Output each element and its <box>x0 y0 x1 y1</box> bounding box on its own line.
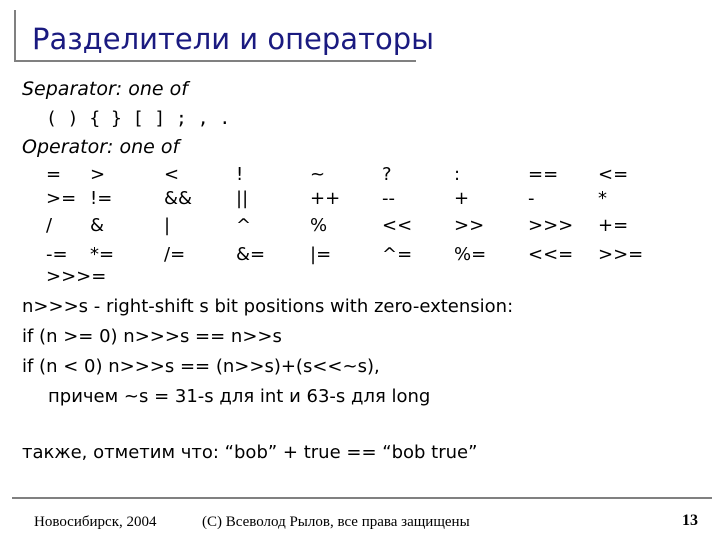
note-line: также, отметим что: “bob” + true == “bob true” <box>22 442 478 463</box>
text-line-3: if (n < 0) n>>>s == (n>>s)+(s<<~s), <box>22 356 380 377</box>
operator-heading: Operator: one of <box>22 136 180 158</box>
operator-cell: : <box>454 164 461 185</box>
operator-cell: ! <box>236 164 244 185</box>
operator-cell: += <box>598 215 629 236</box>
operator-cell: >> <box>454 215 485 236</box>
separator-heading: Separator: one of <box>22 78 188 100</box>
operator-cell: ^= <box>382 244 413 265</box>
operator-cell: | <box>164 215 171 236</box>
operator-cell: %= <box>454 244 487 265</box>
operator-cell: -- <box>382 188 395 209</box>
operator-cell: < <box>164 164 180 185</box>
footer-location: Новосибирск, 2004 <box>34 514 157 530</box>
operator-cell: <= <box>598 164 629 185</box>
operator-cell: ^ <box>236 215 252 236</box>
footer-divider <box>12 497 712 499</box>
operator-cell: ++ <box>310 188 341 209</box>
operator-cell: + <box>454 188 470 209</box>
text-line-4: причем ~s = 31-s для int и 63-s для long <box>48 386 431 407</box>
separator-list: ( ) { } [ ] ; , . <box>46 108 231 129</box>
operator-cell: / <box>46 215 53 236</box>
operator-cell: /= <box>164 244 186 265</box>
operator-cell: & <box>90 215 105 236</box>
slide-title: Разделители и операторы <box>32 22 435 56</box>
operator-cell: ~ <box>310 164 326 185</box>
text-line-1: n>>>s - right-shift s bit positions with zero-extension: <box>22 296 514 317</box>
operator-cell: >>> <box>528 215 574 236</box>
operator-cell: <<= <box>528 244 574 265</box>
operator-cell: << <box>382 215 413 236</box>
operator-cell: % <box>310 215 328 236</box>
footer-copyright: (С) Всеволод Рылов, все права защищены <box>202 514 470 530</box>
operator-cell: |= <box>310 244 332 265</box>
operator-cell: == <box>528 164 559 185</box>
operator-cell: *= <box>90 244 115 265</box>
operator-cell: ? <box>382 164 392 185</box>
operator-cell: > <box>90 164 106 185</box>
operator-cell: >>>= <box>46 266 107 287</box>
operator-cell: != <box>90 188 113 209</box>
operator-cell: || <box>236 188 249 209</box>
operator-cell: && <box>164 188 193 209</box>
operator-cell: &= <box>236 244 266 265</box>
operator-cell: >= <box>46 188 77 209</box>
operator-cell: * <box>598 188 607 209</box>
operator-cell: >>= <box>598 244 644 265</box>
text-line-2: if (n >= 0) n>>>s == n>>s <box>22 326 282 347</box>
operator-cell: = <box>46 164 62 185</box>
operator-cell: - <box>528 188 535 209</box>
page-number: 13 <box>682 512 698 529</box>
operator-cell: -= <box>46 244 68 265</box>
